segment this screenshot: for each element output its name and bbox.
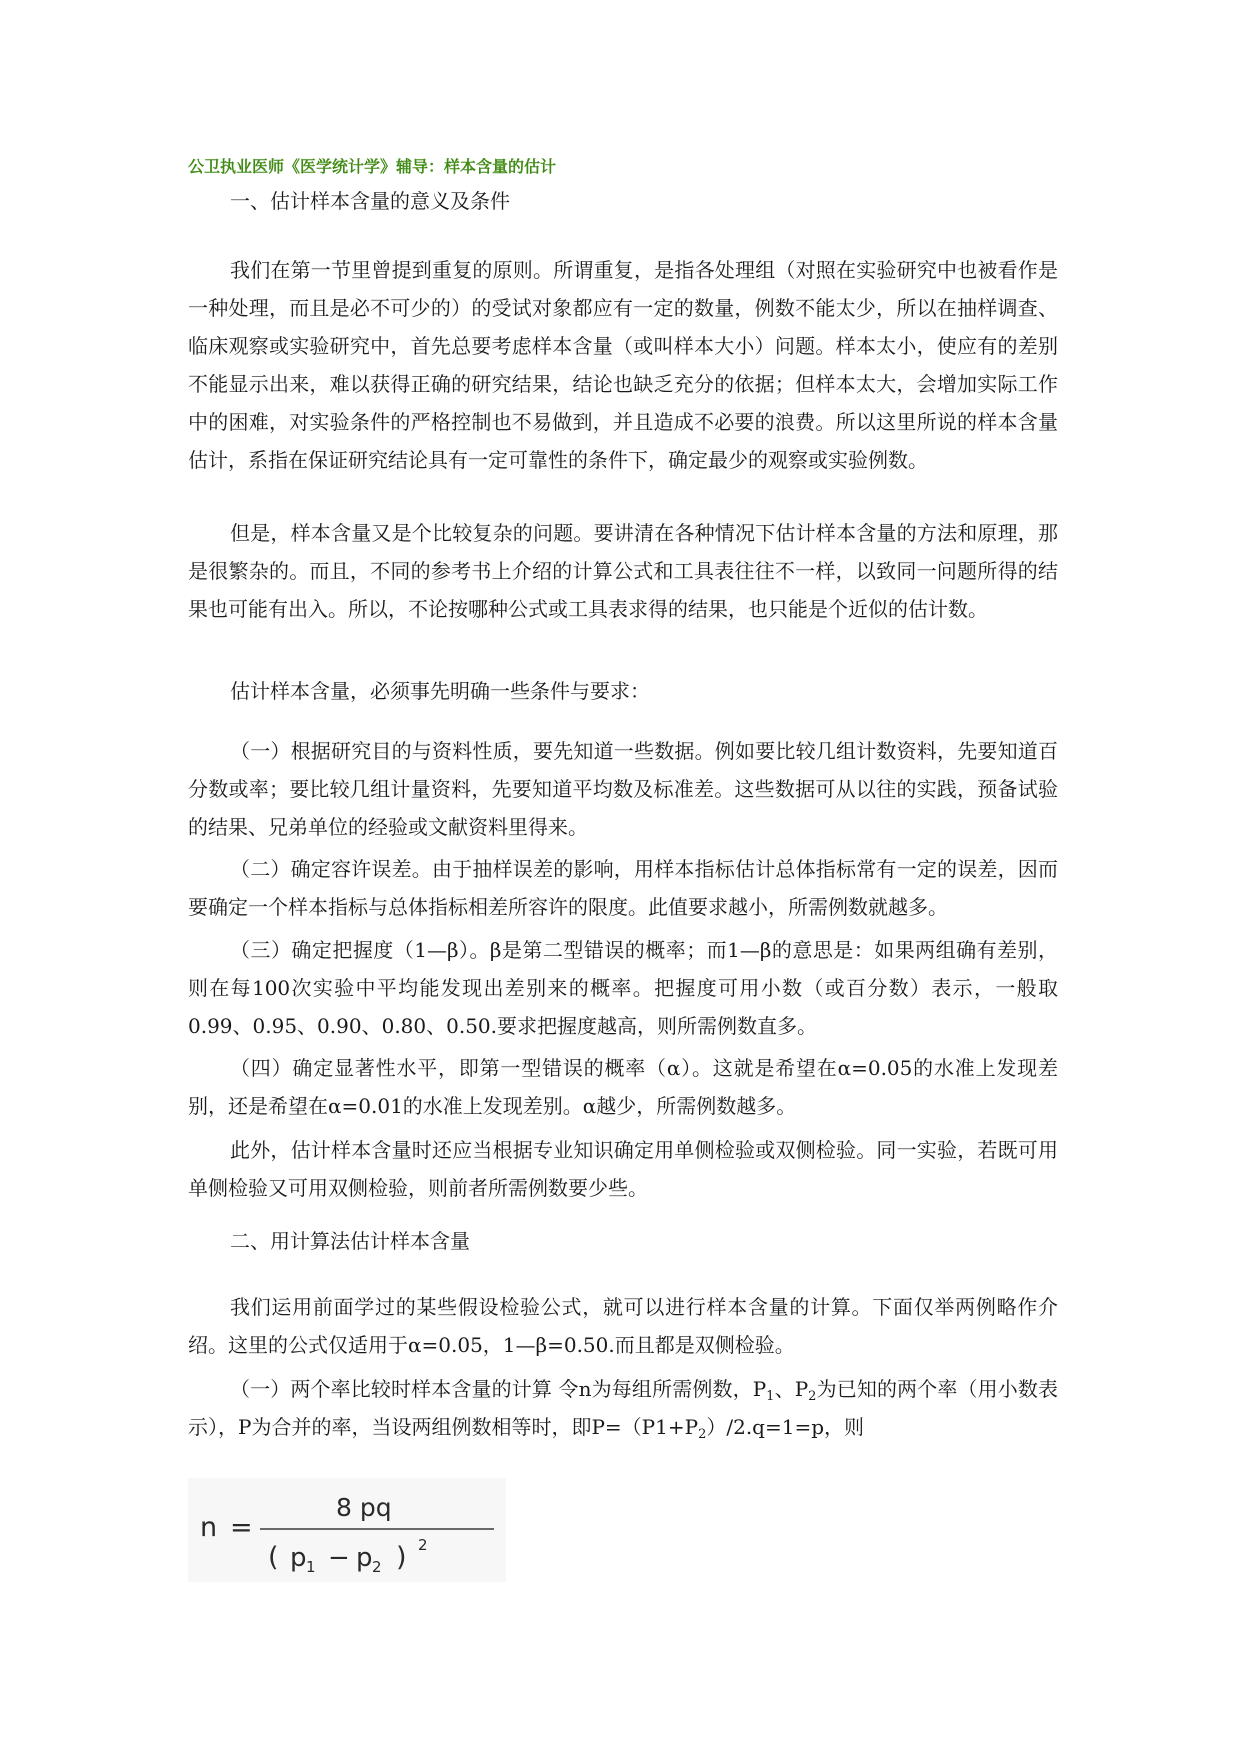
subscript-3: 2 <box>698 1427 707 1442</box>
section-2-paragraph-1: 我们运用前面学过的某些假设检验公式，就可以进行样本含量的计算。下面仅举两例略作介绍。这里的公式仅适用于α=0.05，1—β=0.50.而且都是双侧检验。 <box>188 1295 1058 1357</box>
item-text-d: ）/2.q=1=p，则 <box>706 1415 865 1439</box>
section-1-paragraph-4: 此外，估计样本含量时还应当根据专业知识确定用单侧检验或双侧检验。同一实验，若既可用单侧检验又可用双侧检验，则前者所需例数要少些。 <box>188 1138 1058 1200</box>
formula-graphic <box>188 1478 506 1582</box>
section-1-paragraph-1: 我们在第一节里曾提到重复的原则。所谓重复，是指各处理组（对照在实验研究中也被看作是一种处理，而且是必不可少的）的受试对象都应有一定的数量，例数不能太少，所以在抽样调查、临床观察或实验研究中，首先总要考虑样本含量（或叫样本大小）问题。样本太小，使应有的差别不能显示出来，难以获得正确的研究结果，结论也缺乏充分的依据；但样本太大，会增加实际工作中的困难，对实验条件的严格控制也不易做到，并且造成不必要的浪费。所以这里所说的样本含量估计，系指在保证研究结论具有一定可靠性的条件下，确定最少的观察或实验例数。 <box>188 258 1058 472</box>
subscript-2: 2 <box>808 1389 817 1404</box>
formula-p2-sub: 2 <box>372 1558 382 1576</box>
section-2-heading: 二、用计算法估计样本含量 <box>230 1229 470 1253</box>
section-1-heading: 一、估计样本含量的意义及条件 <box>230 189 510 213</box>
formula-p1-sub: 1 <box>306 1558 316 1576</box>
item-text-c: 为已知的两个率（用小数表示），P为合并的率，当设两组例数相等时，即P=（P1+P <box>188 1377 1058 1439</box>
formula-den-close: ) <box>396 1542 407 1573</box>
formula-p1: p <box>290 1543 307 1573</box>
formula-minus: − <box>328 1543 350 1573</box>
formula-p2: p <box>356 1543 373 1573</box>
subscript-1: 1 <box>766 1389 775 1404</box>
condition-item-2: （二）确定容许误差。由于抽样误差的影响，用样本指标估计总体指标常有一定的误差，因而要确定一个样本指标与总体指标相差所容许的限度。此值要求越小，所需例数就越多。 <box>188 857 1058 919</box>
formula-numerator: 8 pq <box>336 1493 392 1522</box>
formula-equals: = <box>230 1512 253 1543</box>
condition-item-1: （一）根据研究目的与资料性质，要先知道一些数据。例如要比较几组计数资料，先要知道百分数或率；要比较几组计量资料，先要知道平均数及标准差。这些数据可从以往的实践，预备试验的结果、兄弟单位的经验或文献资料里得来。 <box>188 739 1058 839</box>
section-2-item-1 <box>188 1370 1058 1446</box>
formula-exponent: 2 <box>418 1536 428 1554</box>
sample-size-formula <box>188 1478 506 1582</box>
formula-den-open: ( <box>268 1542 279 1573</box>
section-1-paragraph-3: 估计样本含量，必须事先明确一些条件与要求： <box>230 679 650 703</box>
document-title: 公卫执业医师《医学统计学》辅导：样本含量的估计 <box>188 157 557 176</box>
condition-item-4: （四）确定显著性水平，即第一型错误的概率（α）。这就是希望在α=0.05的水准上发现差别，还是希望在α=0.01的水准上发现差别。α越少，所需例数越多。 <box>188 1056 1058 1118</box>
formula-lhs: n <box>200 1512 218 1543</box>
section-1-paragraph-2: 但是，样本含量又是个比较复杂的问题。要讲清在各种情况下估计样本含量的方法和原理，那是很繁杂的。而且，不同的参考书上介绍的计算公式和工具表往往不一样，以致同一问题所得的结果也可能有出入。所以，不论按哪种公式或工具表求得的结果，也只能是个近似的估计数。 <box>188 521 1058 621</box>
condition-item-3: （三）确定把握度（1—β）。β是第二型错误的概率；而1—β的意思是：如果两组确有差别，则在每100次实验中平均能发现出差别来的概率。把握度可用小数（或百分数）表示，一般取0.99、0.95、0.90、0.80、0.50.要求把握度越高，则所需例数直多。 <box>188 938 1058 1038</box>
item-text-a: （一）两个率比较时样本含量的计算 令n为每组所需例数，P <box>230 1377 767 1401</box>
item-text-b: 、P <box>774 1377 809 1401</box>
